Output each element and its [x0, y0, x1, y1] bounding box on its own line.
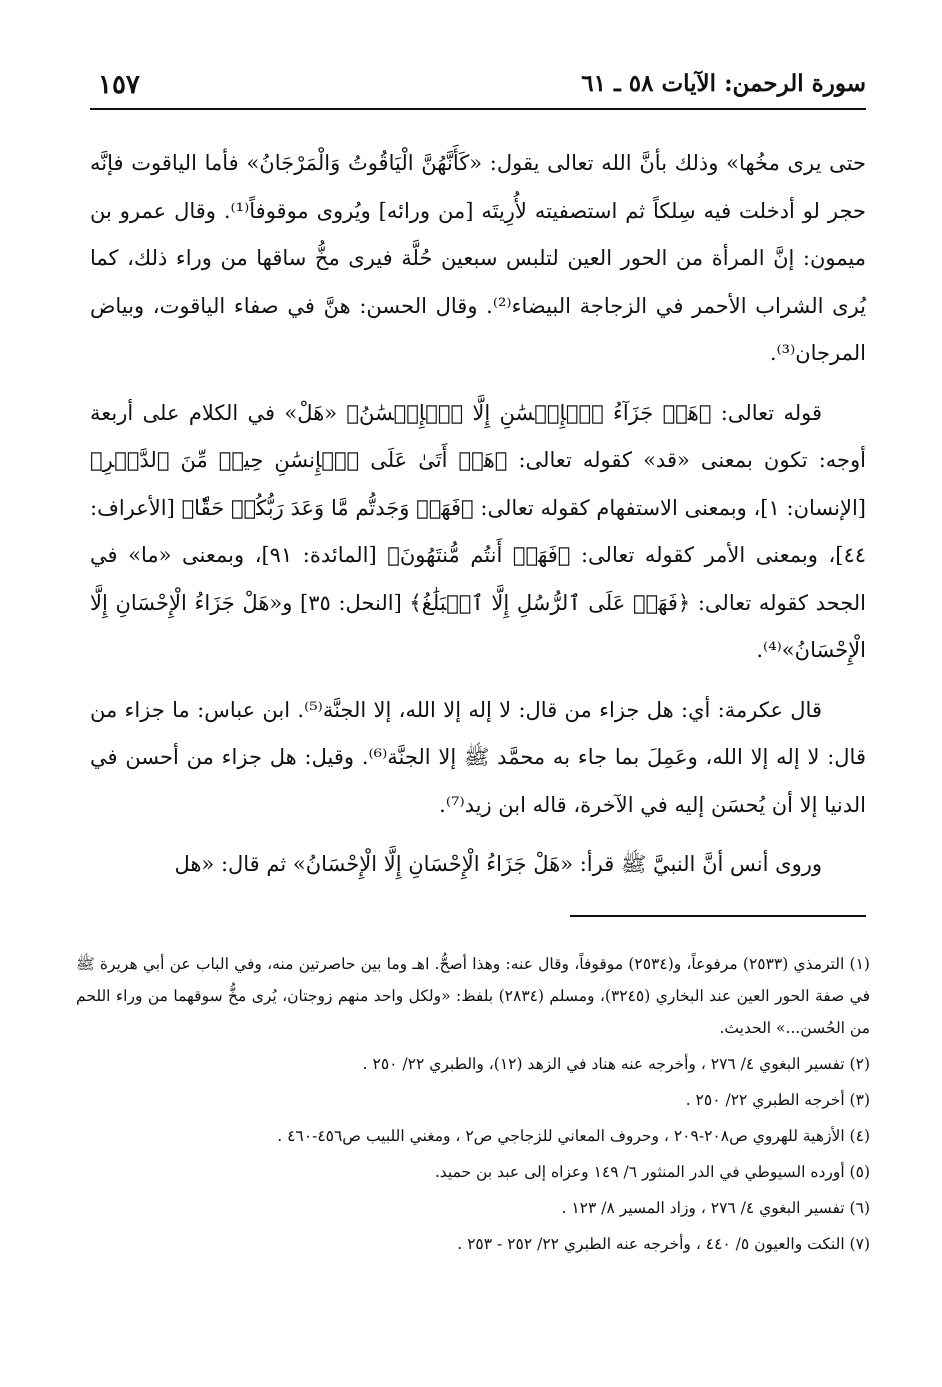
footnote-separator — [570, 915, 866, 917]
footnote-2: (٢) تفسير البغوي ٤/ ٢٧٦ ، وأخرجه عنه هناد في الزهد (١٢)، والطبري ٢٢/ ٢٥٠ . — [362, 1055, 870, 1073]
footnote-4: (٤) الأزهية للهروي ص٢٠٨-٢٠٩ ، وحروف المعاني للزجاجي ص٢ ، ومغني اللبيب ص٤٥٦-٤٦٠ . — [277, 1127, 870, 1145]
main-text — [90, 140, 866, 901]
footnote-3: (٣) أخرجه الطبري ٢٢/ ٢٥٠ . — [685, 1091, 870, 1109]
paragraph-1: حتى يرى مخُها» وذلك بأنَّ الله تعالى يقول: «كَأَنَّهُنَّ الْيَاقُوتُ وَالْمَرْجَانُ» فأما الياقوت فإنَّه حجر لو أدخلت فيه سِلكاً ثم استصفيته لأُرِيتَه [من ورائه] ويُروى موقوفاً⁽¹⁾. وقال عمرو بن ميمون: إنَّ المرأة من الحور العين لتلبس سبعين حُلَّة فيرى مخُّ ساقها من وراء ذلك، كما يُرى الشراب الأحمر في الزجاجة البيضاء⁽²⁾. وقال الحسن: هنَّ في صفاء الياقوت، وبياض المرجان⁽³⁾. — [90, 151, 866, 365]
footnote-6: (٦) تفسير البغوي ٤/ ٢٧٦ ، وزاد المسير ٨/ ١٢٣ . — [561, 1199, 870, 1217]
running-title: سورة الرحمن: الآيات ٥٨ ـ ٦١ — [581, 70, 866, 97]
paragraph-3: قال عكرمة: أي: هل جزاء من قال: لا إله إلا الله، إلا الجنَّة⁽⁵⁾. ابن عباس: ما جزاء من قال: لا إله إلا الله، وعَمِلَ بما جاء به محمَّد ﷺ إلا الجنَّة⁽⁶⁾. وقيل: هل جزاء من أحسن في الدنيا إلا أن يُحسَن إليه في الآخرة، قاله ابن زيد⁽⁷⁾. — [90, 697, 866, 817]
footnotes — [76, 948, 870, 1264]
page-header — [90, 62, 866, 110]
page-number: ١٥٧ — [98, 70, 140, 100]
footnote-7: (٧) النكت والعيون ٥/ ٤٤٠ ، وأخرجه عنه الطبري ٢٢/ ٢٥٢ - ٢٥٣ . — [457, 1235, 870, 1253]
footnote-1: (١) الترمذي (٢٥٣٣) مرفوعاً، و(٢٥٣٤) موقوفاً، وقال عنه: وهذا أصحُّ. اهـ وما بين حاصرتين منه، وفي الباب عن أبي هريرة ﷺ في صفة الحور العين عند البخاري (٣٢٤٥)، ومسلم (٢٨٣٤) بلفظ: «ولكل واحد منهم زوجتان، يُرى مخُّ سوقهما من وراء اللحم من الحُسن...» الحديث. — [76, 955, 870, 1037]
footnote-5: (٥) أورده السيوطي في الدر المنثور ٦/ ١٤٩ وعزاه إلى عبد بن حميد. — [434, 1163, 870, 1181]
paragraph-4: وروى أنس أنَّ النبيَّ ﷺ قرأ: «هَلْ جَزَاءُ الْإِحْسَانِ إِلَّا الْإِحْسَانُ» ثم قال: «هل — [174, 852, 822, 876]
paragraph-2: قوله تعالى: ﴿هَلۡ جَزَآءُ ٱلۡإِحۡسَٰنِ إِلَّا ٱلۡإِحۡسَٰنُ﴾ «هَلْ» في الكلام على أربعة أوجه: تكون بمعنى «قد» كقوله تعالى: ﴿هَلۡ أَتَىٰ عَلَى ٱلۡإِنسَٰنِ حِينٞ مِّنَ ٱلدَّهۡرِ﴾ [الإنسان: ١]، وبمعنى الاستفهام كقوله تعالى: ﴿فَهَلۡ وَجَدتُّم مَّا وَعَدَ رَبُّكُمۡ حَقّٗا﴾ [الأعراف: ٤٤]، وبمعنى الأمر كقوله تعالى: ﴿فَهَلۡ أَنتُم مُّنتَهُونَ﴾ [المائدة: ٩١]، وبمعنى «ما» في الجحد كقوله تعالى: ﴿فَهَلۡ عَلَى ٱلرُّسُلِ إِلَّا ٱلۡبَلَٰغُ﴾ [النحل: ٣٥] و«هَلْ جَزَاءُ الْإِحْسَانِ إِلَّا الْإِحْسَانُ»⁽⁴⁾. — [90, 400, 867, 662]
